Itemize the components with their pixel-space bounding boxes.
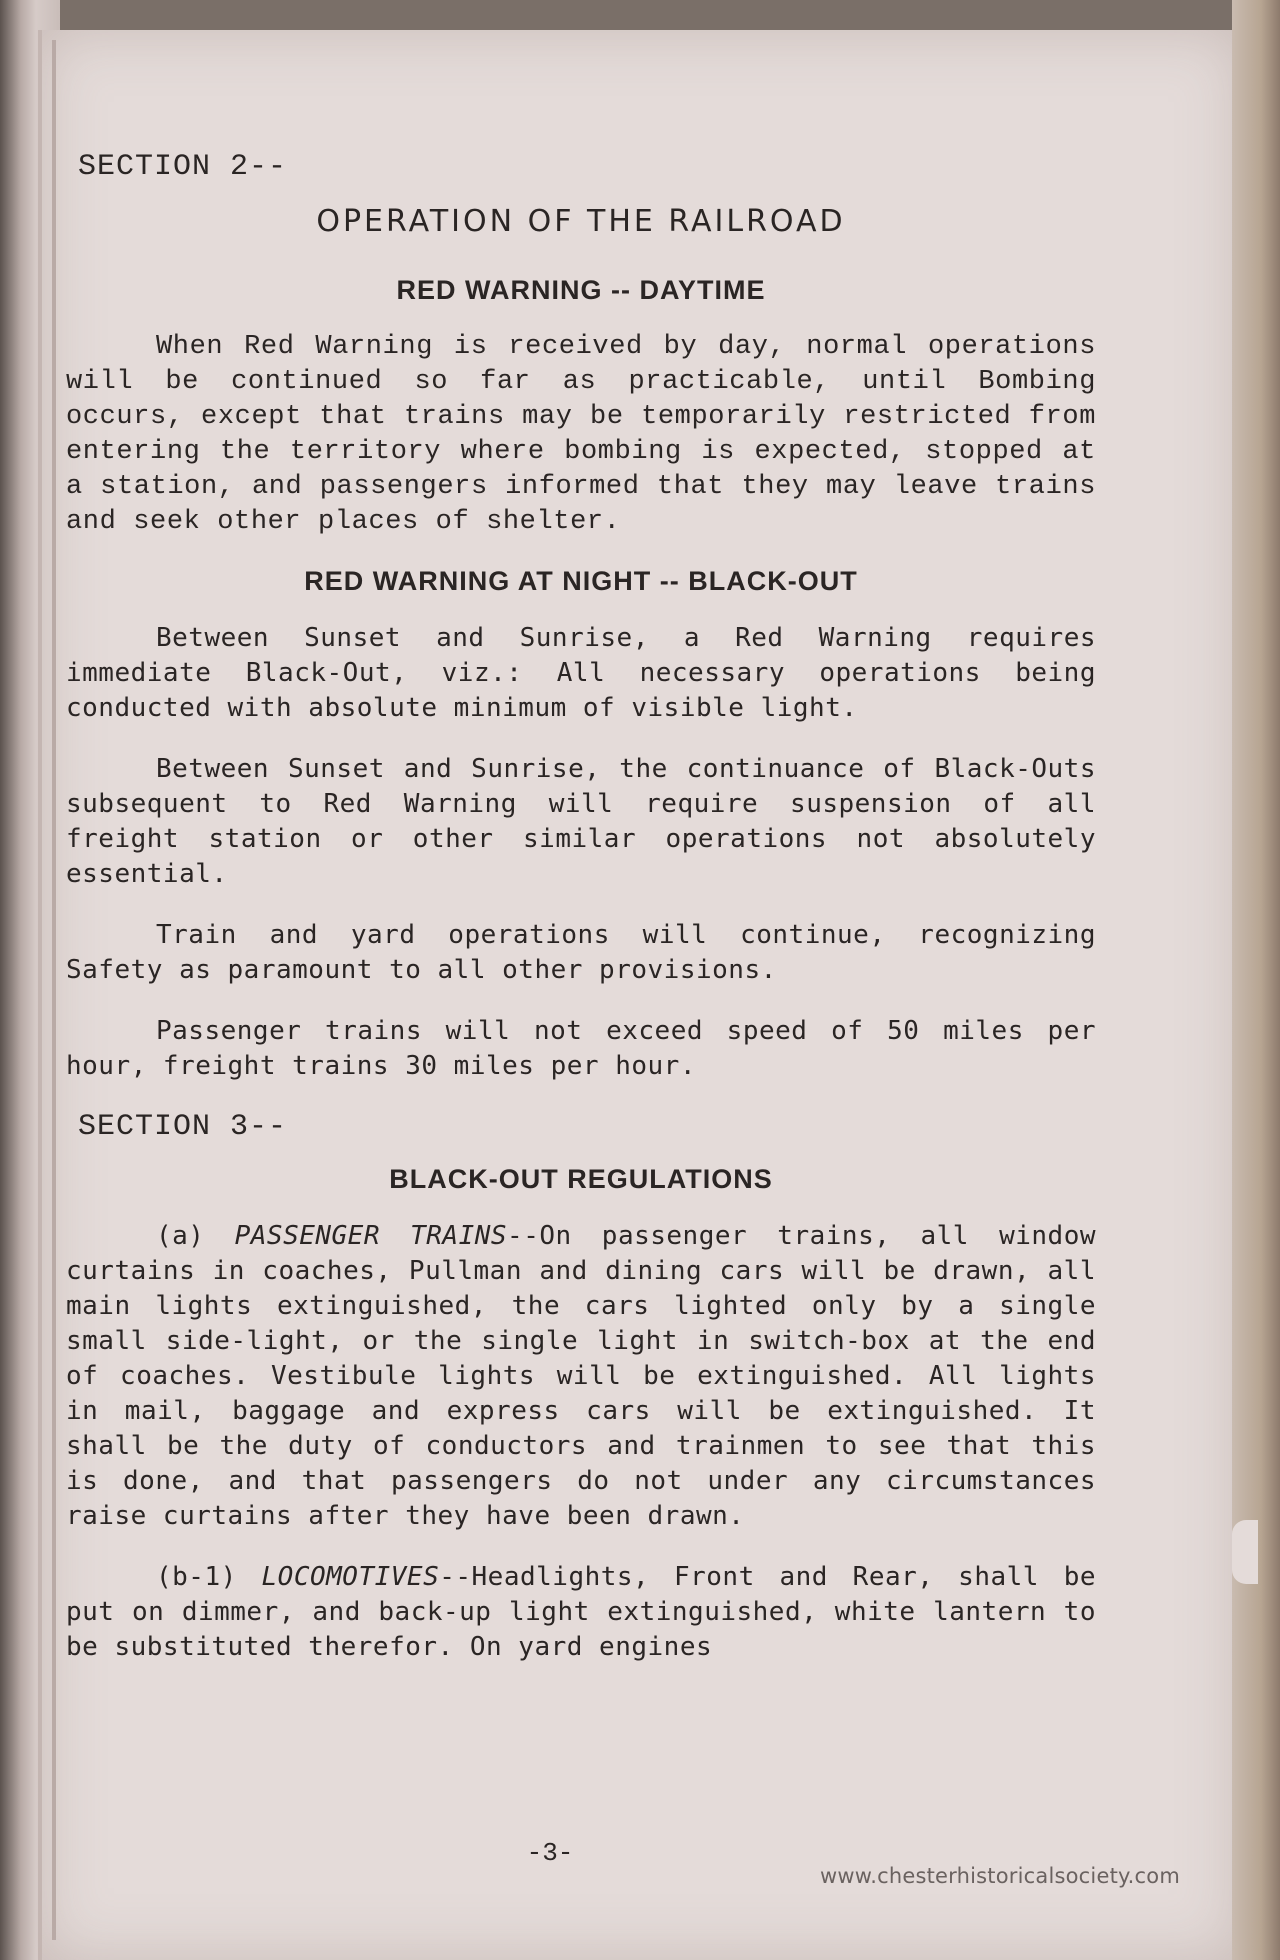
item-b1-text: --Headlights, Front and Rear, shall be put on dimmer, and back-up light extinguished, white lantern to be substituted therefor. On yard engines [66,1562,1097,1662]
night-paragraph-1: Between Sunset and Sunrise, a Red Warning requires immediate Black-Out, viz.: All necessary operations being conducted with absolute minimum of visible light. [66,623,1096,723]
red-warning-daytime-paragraph: When Red Warning is received by day, normal operations will be continued so far as practicable, until Bombing occurs, except that trains may be temporarily restricted from entering the territory where bombing is expected, stopped at a station, and passengers informed that they may leave trains and seek other places of shelter. [66,332,1096,537]
item-b1-marker: (b-1) [156,1562,237,1592]
blackout-regulations-heading: BLACK-OUT REGULATIONS [389,1164,773,1194]
scan-right-edge [1232,0,1280,1960]
red-warning-daytime-heading: RED WARNING -- DAYTIME [396,275,766,305]
section-3-label: SECTION 3-- [78,1110,288,1144]
page-tear [1232,1520,1258,1584]
section-2-label: SECTION 2-- [78,150,288,184]
watermark-url: www.chesterhistoricalsociety.com [820,1864,1180,1888]
night-paragraph-4: Passenger trains will not exceed speed of 50 miles per hour, freight trains 30 miles per hour. [66,1016,1096,1081]
locomotives-paragraph [66,1560,1096,1665]
night-paragraph-3: Train and yard operations will continue, recognizing Safety as paramount to all other provisions. [66,920,1096,985]
passenger-trains-paragraph [66,1219,1096,1534]
page-fold-line [52,40,56,1940]
item-a-text: --On passenger trains, all window curtains in coaches, Pullman and dining cars will be drawn, all main lights extinguished, the cars lighted only by a single small side-light, or the single light in switch-box at the end of coaches. Vestibule lights will be extinguished. All lights in mail, baggage and express cars will be extinguished. It shall be the duty of conductors and trainmen to see that this is done, and that passengers do not under any circumstances raise curtains after they have been drawn. [66,1221,1097,1531]
page-number: -3- [526,1838,574,1868]
item-a-marker: (a) [156,1221,205,1251]
item-a-title: PASSENGER TRAINS [234,1221,508,1251]
red-warning-night-heading: RED WARNING AT NIGHT -- BLACK-OUT [304,566,858,596]
item-b1-title: LOCOMOTIVES [261,1562,440,1592]
night-paragraph-2: Between Sunset and Sunrise, the continuance of Black-Outs subsequent to Red Warning will require suspension of all freight station or other similar operations not absolutely essential. [66,754,1096,889]
document-content [66,150,1096,1691]
section-2-title: OPERATION OF THE RAILROAD [316,204,846,239]
